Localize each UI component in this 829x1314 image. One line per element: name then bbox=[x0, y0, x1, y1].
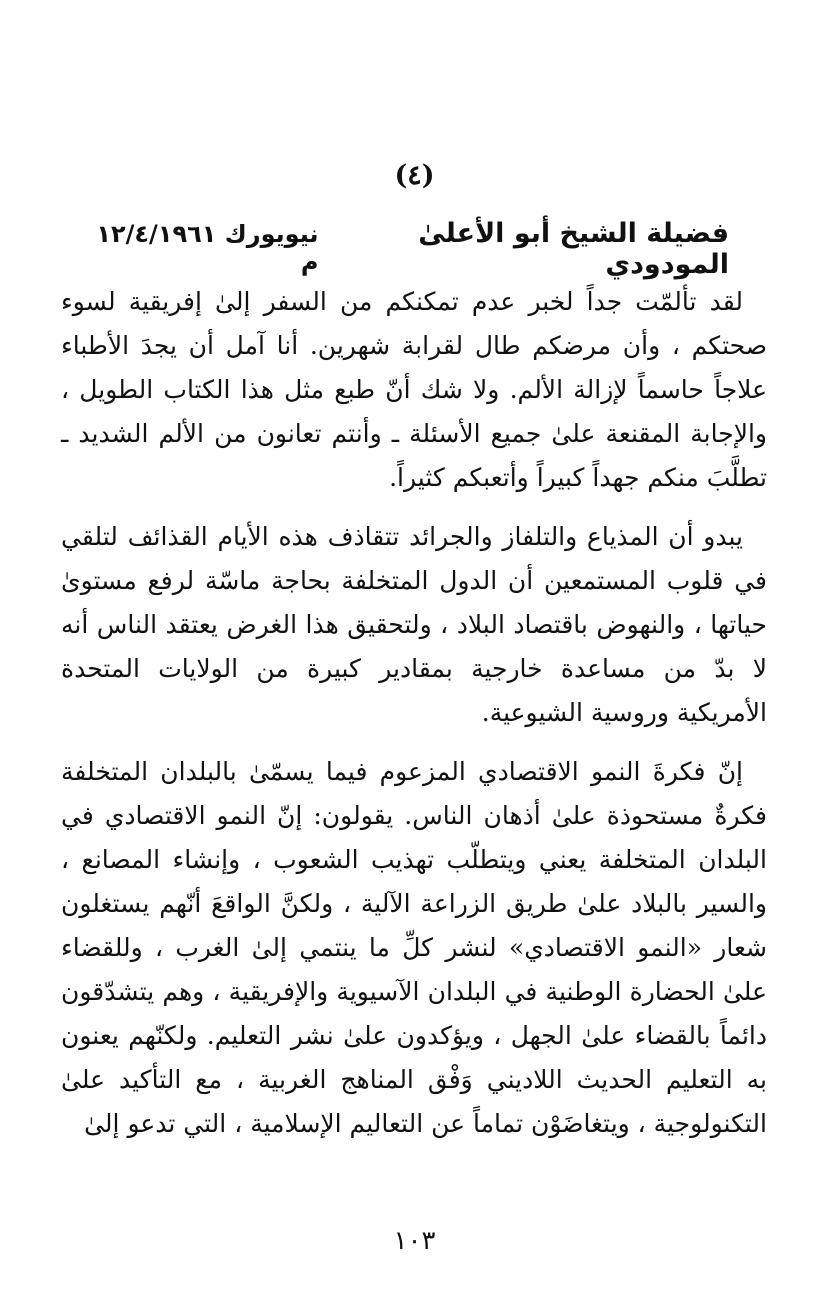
paragraph: إنّ فكرةَ النمو الاقتصادي المزعوم فيما يسمّىٰ بالبلدان المتخلفة فكرةٌ مستحوذة علىٰ أذهان الناس. يقولون: إنّ النمو الاقتصادي في البلدان المتخلفة يعني ويتطلّب تهذيب الشعوب ، وإنشاء المصانع ، والسير بالبلاد علىٰ طريق الزراعة الآلية ، ولكنَّ الواقعَ أنّهم يستغلون شعار «النمو الاقتصادي» لنشر كلِّ ما ينتمي إلىٰ الغرب ، وللقضاء علىٰ الحضارة الوطنية في البلدان الآسيوية والإفريقية ، وهم يتشدّقون دائماً بالقضاء علىٰ الجهل ، ويؤكدون علىٰ نشر التعليم. ولكنّهم يعنون به التعليم الحديث اللاديني وَفْق المناهج الغربية ، مع التأكيد علىٰ التكنولوجية ، ويتغاضَوْن تماماً عن التعاليم الإسلامية ، التي تدعو إلىٰ bbox=[61, 757, 767, 1138]
paragraph: يبدو أن المذياع والتلفاز والجرائد تتقاذف هذه الأيام القذائف لتلقي في قلوب المستمعين أن الدول المتخلفة بحاجة ماسّة لرفع مستوىٰ حياتها ، والنهوض باقتصاد البلاد ، ولتحقيق هذا الغرض يعتقد الناس أنه لا بدّ من مساعدة خارجية بمقادير كبيرة من الولايات المتحدة الأمريكية وروسية الشيوعية. bbox=[61, 522, 767, 727]
page-number: ١٠٣ bbox=[393, 1226, 436, 1256]
place-and-date: نيويورك ١٢/٤/١٩٦١ م bbox=[96, 220, 319, 276]
letter-heading bbox=[89, 218, 729, 280]
letter-number: (٤) bbox=[394, 160, 435, 191]
paragraph: لقد تألمّت جداً لخبر عدم تمكنكم من السفر إلىٰ إفريقية لسوء صحتكم ، وأن مرضكم طال لقرابة شهرين. أنا آمل أن يجدَ الأطباء علاجاً حاسماً لإزالة الألم. ولا شك أنّ طبع مثل هذا الكتاب الطويل ، والإجابة المقنعة علىٰ جميع الأسئلة ـ وأنتم تعانون من الألم الشديد ـ تطلَّبَ منكم جهداً كبيراً وأتعبكم كثيراً. bbox=[61, 287, 767, 492]
recipient-name: فضيلة الشيخ أبو الأعلىٰ المودودي bbox=[418, 218, 729, 280]
letter-body bbox=[61, 280, 767, 1161]
